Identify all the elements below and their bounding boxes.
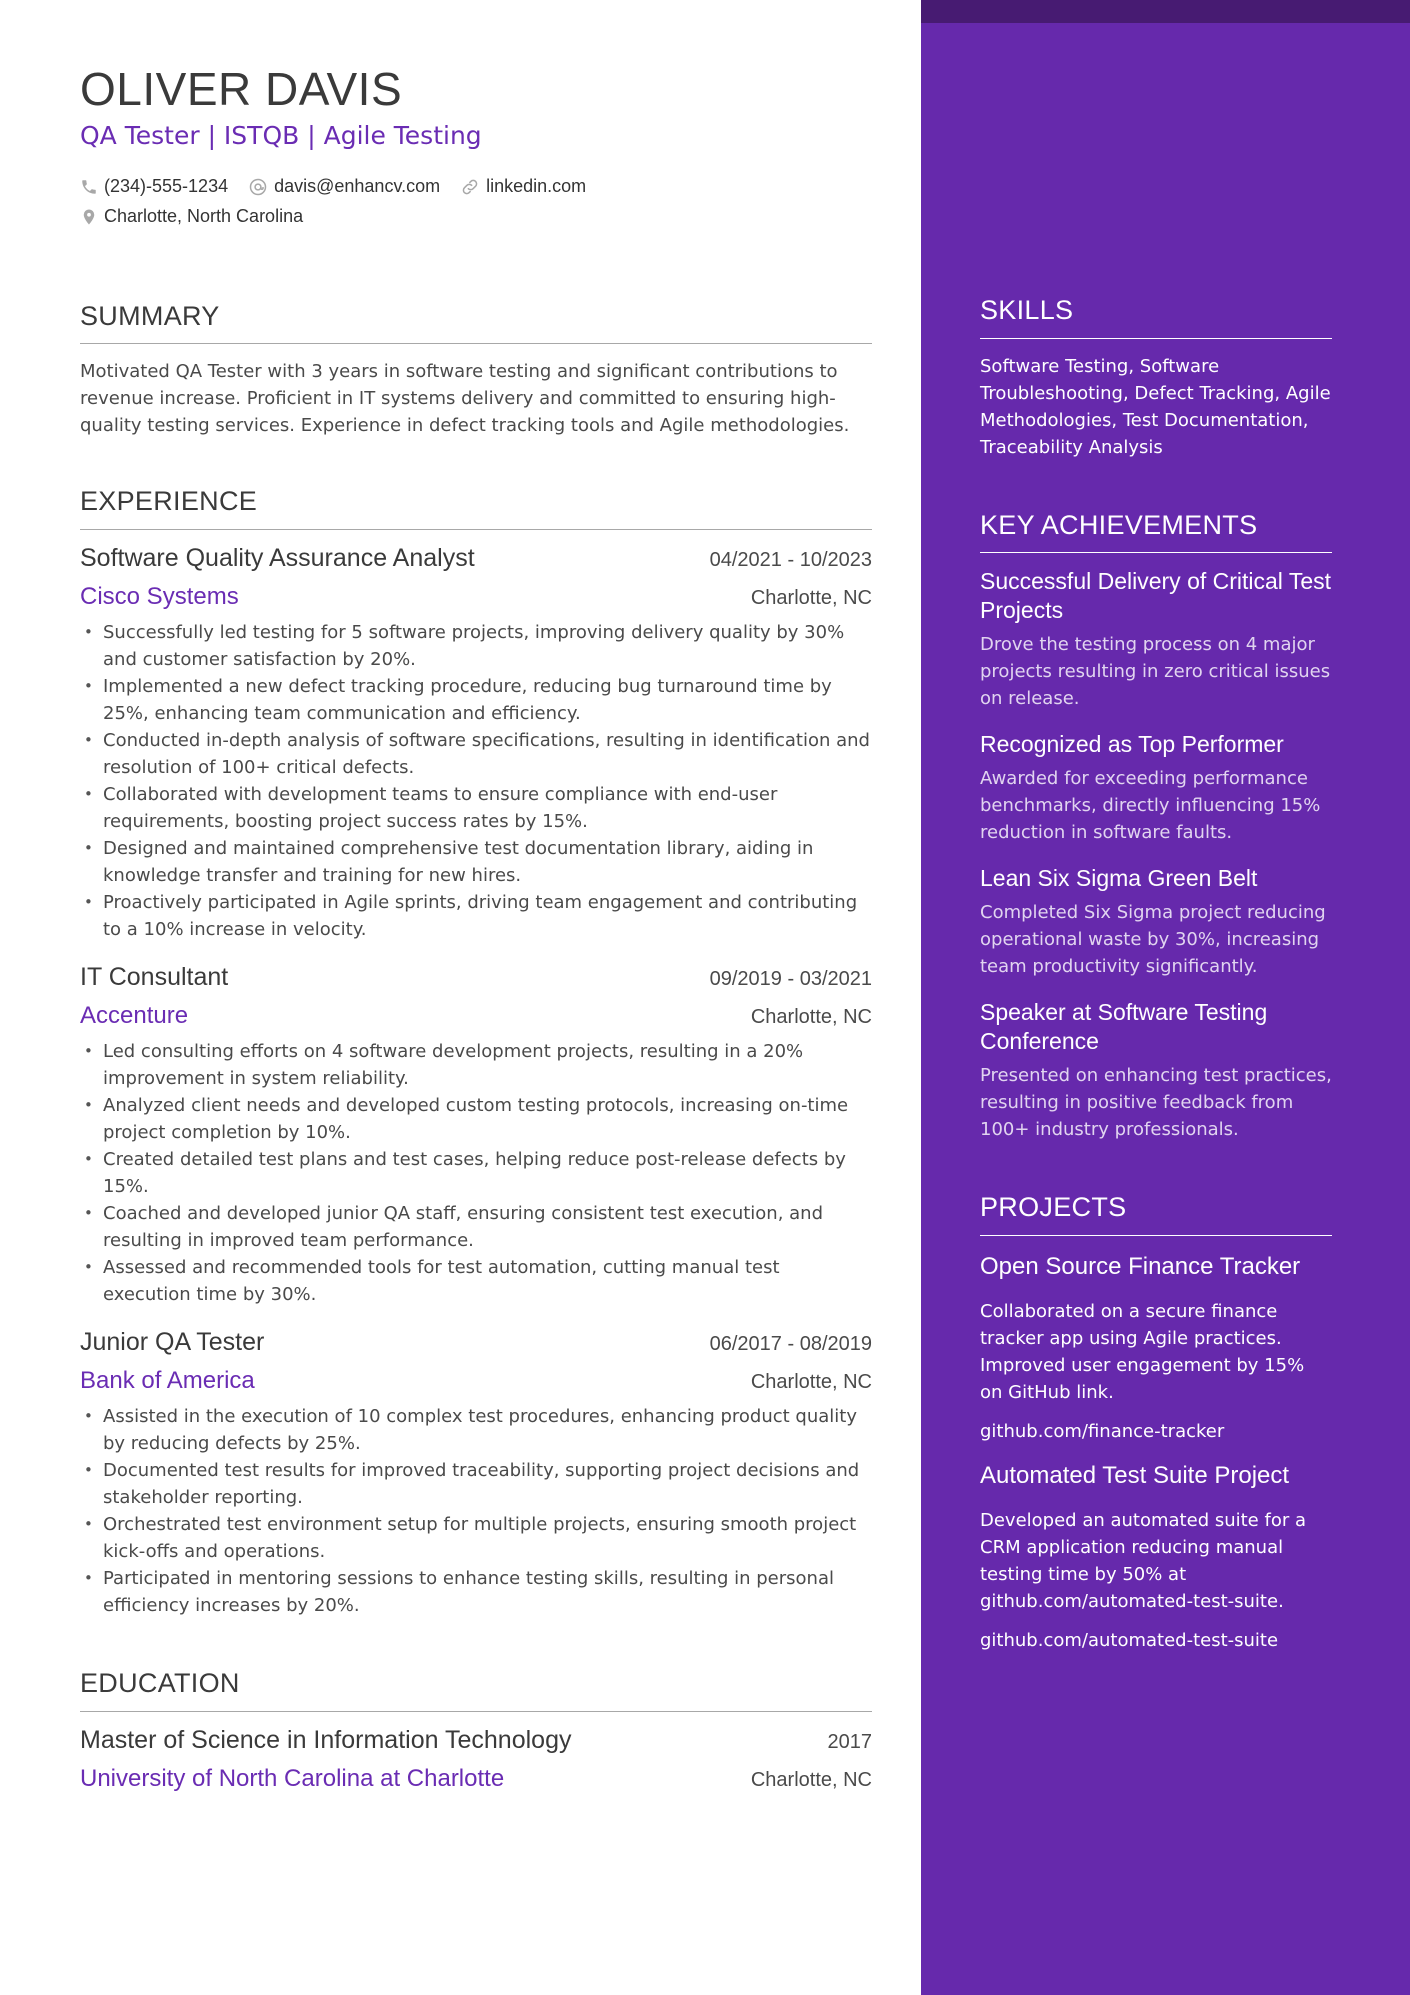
graduation-year: 2017	[827, 1730, 872, 1753]
job-bullet: • Designed and maintained comprehensive test documentation library, aiding in knowledge transfer and training for new hires.	[80, 835, 872, 889]
job-bullet: • Implemented a new defect tracking procedure, reducing bug turnaround time by 25%, enhancing team communication and efficiency.	[80, 673, 872, 727]
job-location: Charlotte, NC	[750, 1005, 872, 1028]
summary-text: Motivated QA Tester with 3 years in software testing and significant contributions to revenue increase. Proficient in IT systems delivery and committed to ensuring high-quality testing services. Experience in defect tracking tools and Agile methodologies.	[80, 361, 850, 437]
email-text: davis@enhancv.com	[274, 176, 441, 196]
sidebar-content	[980, 296, 1332, 1654]
achievement-item	[980, 864, 1332, 980]
job-bullet: • Collaborated with development teams to ensure compliance with end-user requirements, boosting project success rates by 15%.	[80, 781, 872, 835]
job-entry	[80, 1328, 872, 1619]
job-location: Charlotte, NC	[750, 1370, 872, 1393]
location-pin-icon	[80, 207, 98, 227]
at-icon	[248, 177, 268, 197]
project-link[interactable]: github.com/finance-tracker	[980, 1421, 1225, 1443]
project-link[interactable]: github.com/automated-test-suite	[980, 1630, 1279, 1652]
job-bullet: • Led consulting efforts on 4 software development projects, resulting in a 20% improvement in system reliability.	[80, 1038, 872, 1092]
achievements-section	[980, 511, 1332, 1144]
contact-location	[80, 206, 303, 227]
job-bullet: • Assisted in the execution of 10 complex test procedures, enhancing product quality by reducing defects by 25%.	[80, 1403, 872, 1457]
contact-linkedin[interactable]	[460, 176, 586, 197]
experience-section	[80, 487, 872, 1619]
project-desc: Developed an automated suite for a CRM application reducing manual testing time by 50% at github.com/automated-test-suite.	[980, 1510, 1306, 1613]
experience-title: EXPERIENCE	[80, 487, 872, 530]
project-item	[980, 1252, 1332, 1445]
job-entry	[80, 963, 872, 1308]
job-dates: 04/2021 - 10/2023	[709, 548, 872, 571]
achievement-item	[980, 730, 1332, 846]
job-bullet: • Documented test results for improved traceability, supporting project decisions and stakeholder reporting.	[80, 1457, 872, 1511]
link-icon	[460, 177, 480, 197]
summary-section	[80, 302, 872, 440]
job-bullet: • Coached and developed junior QA staff, ensuring consistent test execution, and resulting in improved team performance.	[80, 1200, 872, 1254]
achievement-desc: Drove the testing process on 4 major projects resulting in zero critical issues on release.	[980, 634, 1331, 710]
education-section	[80, 1669, 872, 1793]
job-entry	[80, 544, 872, 943]
skills-text: Software Testing, Software Troubleshooting, Defect Tracking, Agile Methodologies, Test Documentation, Traceability Analysis	[980, 355, 1331, 458]
project-title: Open Source Finance Tracker	[980, 1253, 1301, 1281]
job-bullet: • Participated in mentoring sessions to enhance testing skills, resulting in personal efficiency increases by 20%.	[80, 1565, 872, 1619]
achievements-title: KEY ACHIEVEMENTS	[980, 511, 1332, 554]
job-title: Junior QA Tester	[80, 1327, 265, 1356]
job-bullet: • Created detailed test plans and test cases, helping reduce post-release defects by 15%.	[80, 1146, 872, 1200]
school-name: University of North Carolina at Charlotte	[80, 1764, 505, 1792]
main-column	[80, 60, 872, 1793]
location-text: Charlotte, North Carolina	[104, 206, 304, 226]
job-bullet: • Analyzed client needs and developed custom testing protocols, increasing on-time project completion by 10%.	[80, 1092, 872, 1146]
achievement-desc: Completed Six Sigma project reducing operational waste by 30%, increasing team productivity significantly.	[980, 902, 1326, 978]
achievement-item	[980, 567, 1332, 712]
achievement-title: Recognized as Top Performer	[980, 731, 1284, 758]
skills-section	[980, 296, 1332, 461]
project-title: Automated Test Suite Project	[980, 1462, 1290, 1490]
job-title: IT Consultant	[80, 962, 229, 991]
company-name: Accenture	[80, 1001, 189, 1029]
degree: Master of Science in Information Technology	[80, 1725, 572, 1754]
job-bullet: • Assessed and recommended tools for test automation, cutting manual test execution time by 30%.	[80, 1254, 872, 1308]
job-bullet: • Proactively participated in Agile sprints, driving team engagement and contributing to a 10% increase in velocity.	[80, 889, 872, 943]
contact-row	[80, 172, 872, 202]
job-bullet: • Conducted in-depth analysis of software specifications, resulting in identification and resolution of 100+ critical defects.	[80, 727, 872, 781]
location-row	[80, 202, 872, 232]
achievement-desc: Awarded for exceeding performance benchmarks, directly influencing 15% reduction in software faults.	[980, 768, 1321, 844]
phone-icon	[80, 178, 98, 196]
sidebar	[921, 0, 1410, 1995]
skills-title: SKILLS	[980, 296, 1332, 339]
project-item	[980, 1461, 1332, 1654]
job-bullets	[80, 619, 872, 943]
achievement-title: Speaker at Software Testing Conference	[980, 999, 1268, 1055]
job-dates: 09/2019 - 03/2021	[709, 967, 872, 990]
job-bullet: • Orchestrated test environment setup for multiple projects, ensuring smooth project kick-offs and operations.	[80, 1511, 872, 1565]
achievement-title: Successful Delivery of Critical Test Projects	[980, 568, 1332, 624]
contact-email[interactable]	[248, 176, 440, 197]
phone-text: (234)-555-1234	[104, 176, 229, 196]
projects-title: PROJECTS	[980, 1193, 1332, 1236]
job-location: Charlotte, NC	[750, 586, 872, 609]
summary-title: SUMMARY	[80, 302, 872, 345]
company-name: Bank of America	[80, 1366, 255, 1394]
achievement-desc: Presented on enhancing test practices, resulting in positive feedback from 100+ industry professionals.	[980, 1065, 1332, 1141]
job-bullets	[80, 1403, 872, 1619]
achievement-title: Lean Six Sigma Green Belt	[980, 865, 1258, 892]
candidate-tagline: QA Tester | ISTQB | Agile Testing	[80, 121, 482, 150]
project-desc: Collaborated on a secure finance tracker app using Agile practices. Improved user engagement by 15% on GitHub link.	[980, 1301, 1305, 1404]
sidebar-top-band	[921, 0, 1410, 23]
linkedin-text: linkedin.com	[486, 176, 587, 196]
job-bullet: • Successfully led testing for 5 software projects, improving delivery quality by 30% and customer satisfaction by 20%.	[80, 619, 872, 673]
education-entry	[80, 1726, 872, 1793]
job-title: Software Quality Assurance Analyst	[80, 543, 475, 572]
candidate-name: OLIVER DAVIS	[80, 63, 403, 115]
company-name: Cisco Systems	[80, 582, 239, 610]
education-title: EDUCATION	[80, 1669, 872, 1712]
school-location: Charlotte, NC	[750, 1768, 872, 1791]
contact-phone	[80, 176, 228, 197]
job-dates: 06/2017 - 08/2019	[709, 1332, 872, 1355]
job-bullets	[80, 1038, 872, 1308]
projects-section	[980, 1193, 1332, 1654]
achievement-item	[980, 998, 1332, 1143]
